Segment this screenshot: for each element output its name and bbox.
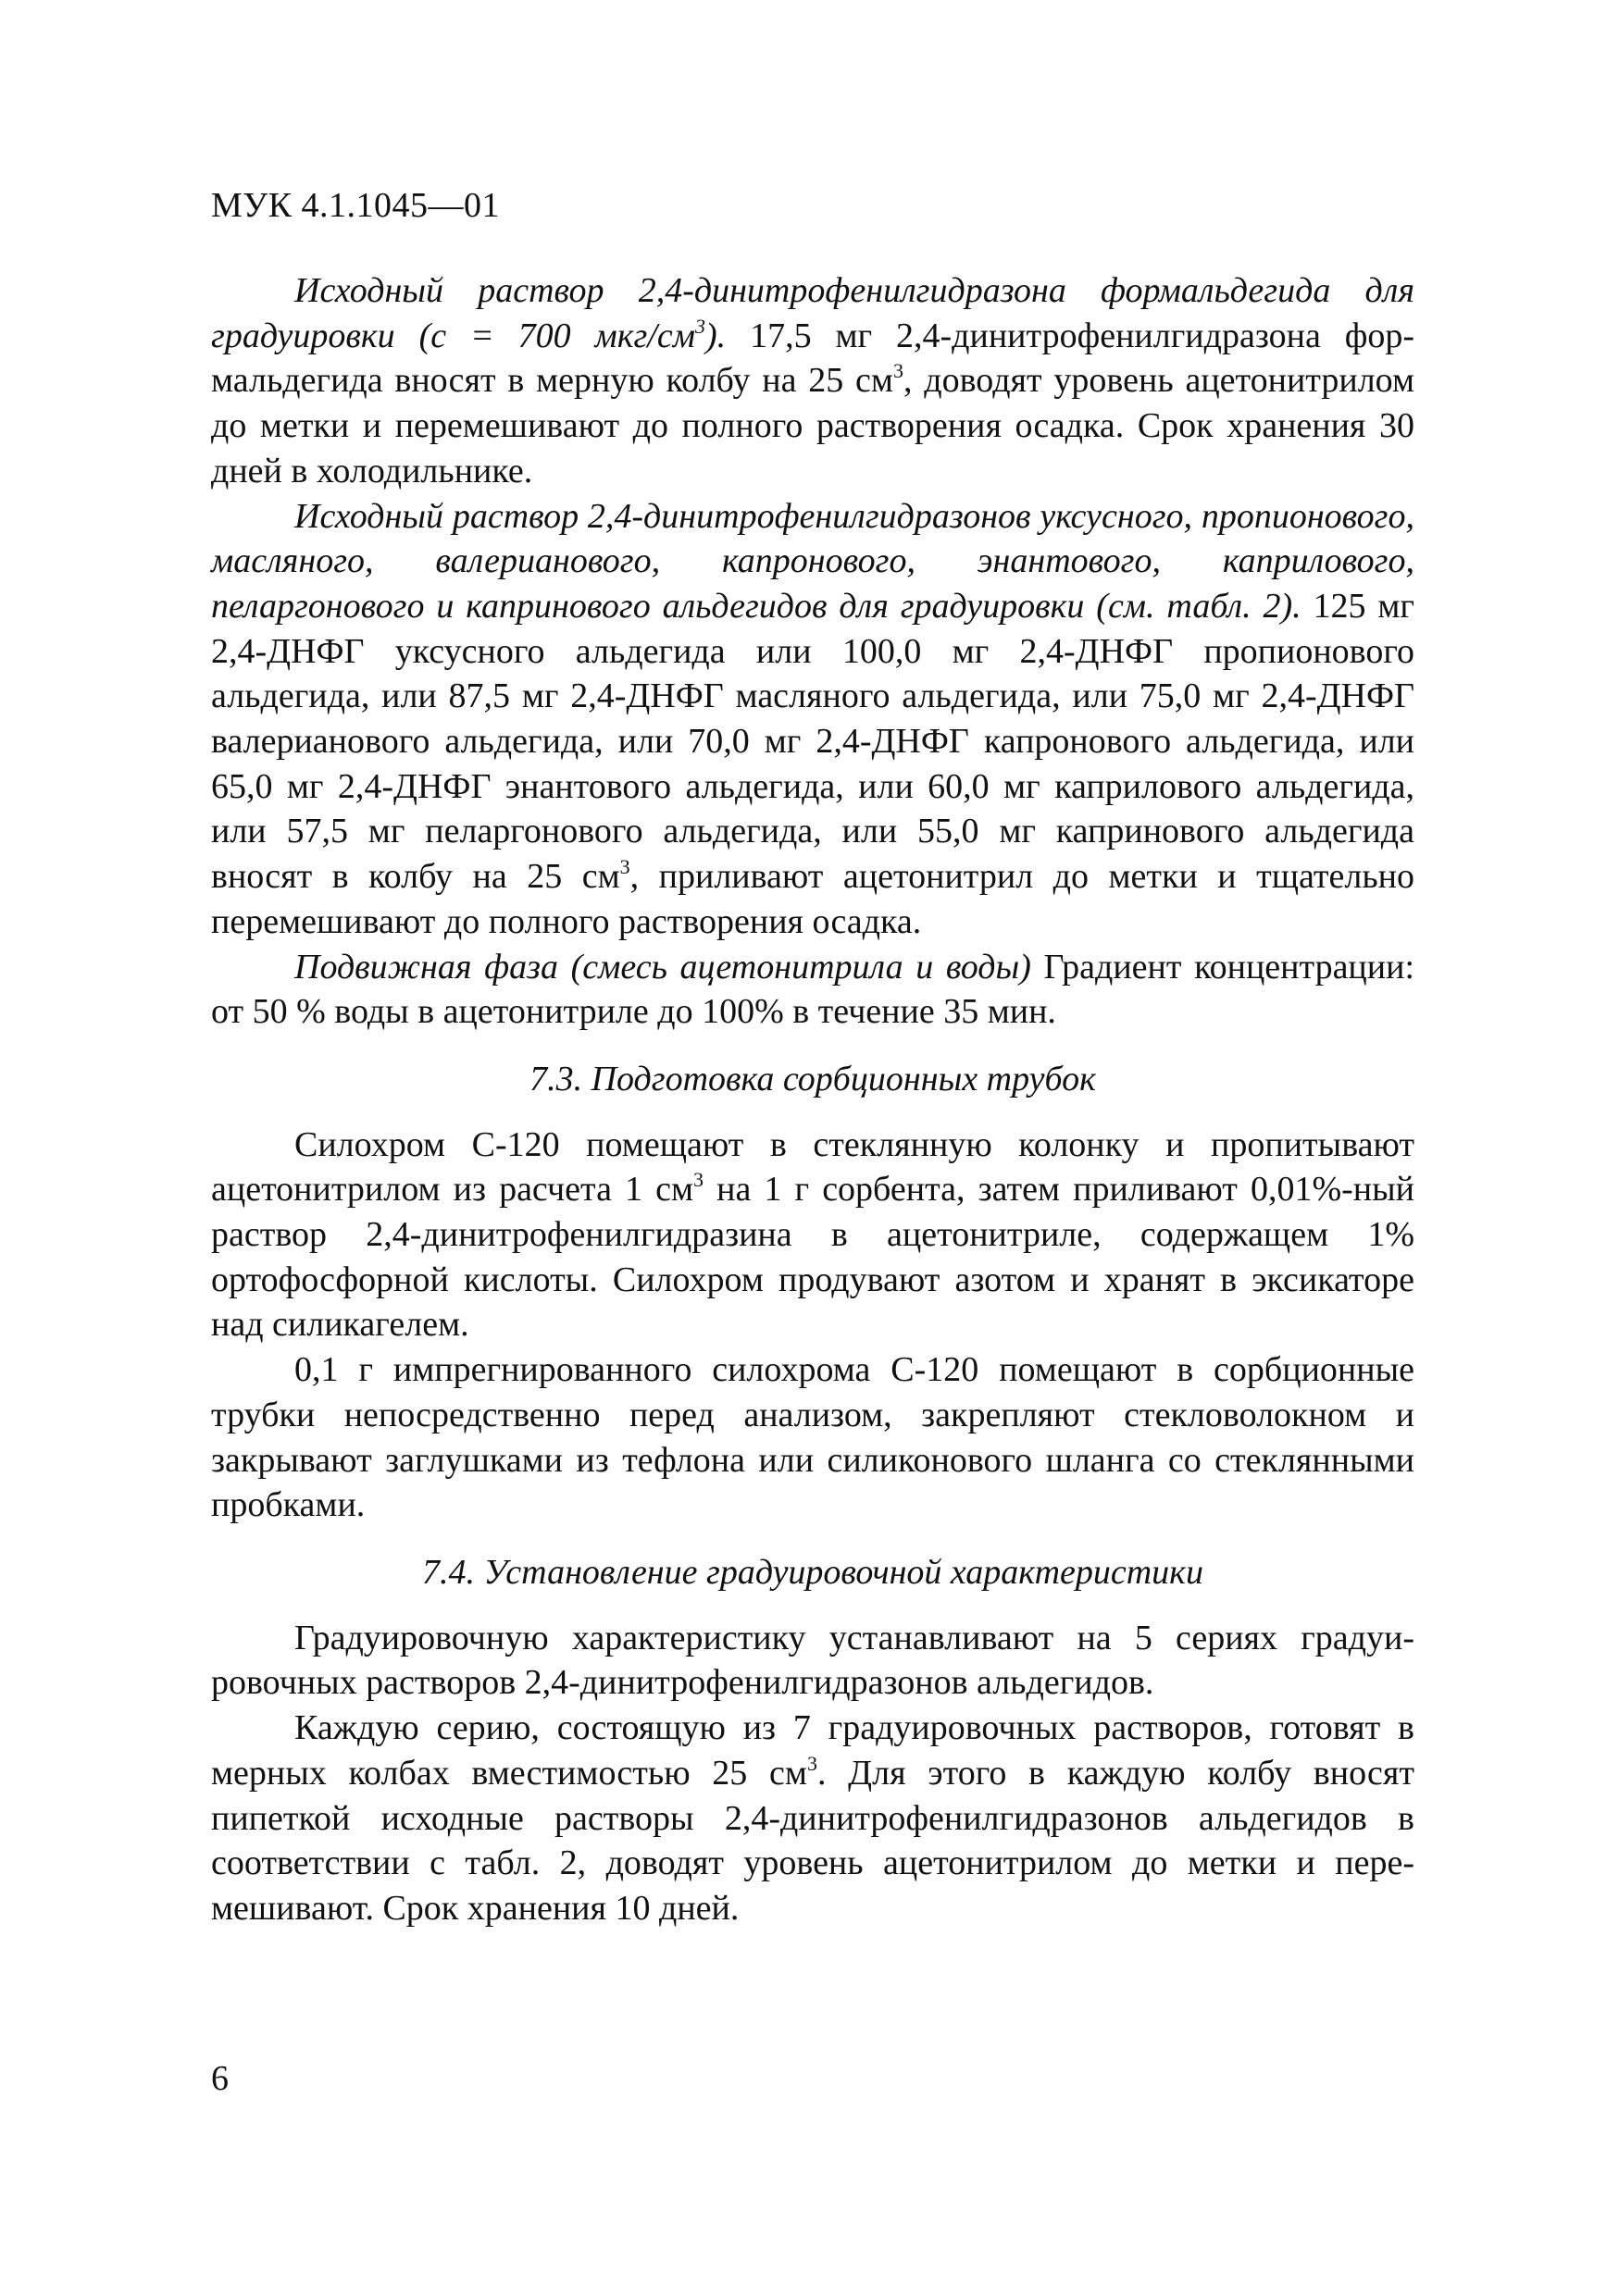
paragraph-calibration-series: Градуировочную характеристику устанавливают на 5 сериях градуировочных растворов 2,4-динитрофенилгидразонов альдегидов. bbox=[211, 1618, 1414, 1703]
paragraph-text: 125 мг 2,4-ДНФГ уксусного альдегида или 100,0 мг 2,4-ДНФГ пропионового альдегида, или 87,5 мг 2,4-ДНФГ масляного альдегида, или 75,0 мг 2,4-ДНФГ валерианового альдегида, или 70,0 мг 2,4-ДНФГ капронового альдегида, или 65,0 мг 2,4-ДНФГ энантового альдегида, или 60,0 мг каприлового альдегида, или 57,5 мг пеларгонового альдегида, или 55,0 мг капринового альдегида вносят в колбу на 25 см bbox=[211, 586, 1414, 897]
page-number: 6 bbox=[211, 2059, 229, 2098]
paragraph-mobile-phase bbox=[211, 945, 1414, 1035]
paragraph-aldehydes-stock-solution bbox=[211, 494, 1414, 945]
title-text: Исходный раствор 2,4-динитрофенилгидразона формальдегида для градуировки (с = 700 мкг/см bbox=[211, 271, 1414, 355]
paragraph-text: Градиент концентрации: от 50 % воды в ацетонитриле до 100% в течение 35 мин. bbox=[211, 947, 1414, 1032]
superscript: 3 bbox=[619, 855, 630, 879]
paragraph-sorption-tubes: 0,1 г импрегнированного силохрома С-120 помещают в сорбционные трубки непосредственно перед анализом, закрепляют стекловолокном и закрывают заглушками из тефлона или силиконового шланга со стеклянными пробками. bbox=[211, 1350, 1414, 1525]
superscript: 3 bbox=[892, 359, 903, 383]
paragraph-text: на 1 г сорбента, затем приливают 0,01%-ный раствор 2,4-динитрофенилгидразина в ацетонитриле, содержащем 1% ортофосфорной кислоты. Силохром продувают азотом и хранят в эксикаторе над силикагелем. bbox=[211, 1170, 1414, 1345]
paragraph-text: Силохром С-120 помещают в стеклянную колонку и пропитывают ацетонитрилом из расчета 1 см bbox=[211, 1124, 1414, 1210]
paragraph-text: , доводят уровень ацетонитрилом до метки и перемешивают до полного растворения осадка. Срок хранения 30 дней в холодильнике. bbox=[211, 361, 1414, 490]
superscript: 3 bbox=[806, 1751, 817, 1775]
paragraph-text: , приливают ацетонитрил до метки и тщательно перемешивают до полного растворения осадка. bbox=[211, 857, 1414, 941]
superscript: 3 bbox=[693, 1168, 704, 1192]
document-body bbox=[211, 268, 1414, 1931]
paragraph-silochrom-preparation bbox=[211, 1123, 1414, 1348]
paragraph-text: . Для этого в каждую колбу вносят пипеткой исходные растворы 2,4-динитрофенилгидразонов альдегидов в соответствии с табл. 2, доводят уровень ацетонитрилом до метки и перемешивают. Срок хранения 10 дней. bbox=[211, 1753, 1414, 1928]
paragraph-title: Подвижная фаза (смесь ацетонитрила и воды) bbox=[294, 947, 1031, 987]
paragraph-text: Каждую серию, состоящую из 7 градуировочных растворов, готовят в мерных колбах вместимостью 25 см bbox=[211, 1708, 1414, 1793]
paragraph-formaldehyde-stock-solution bbox=[211, 268, 1414, 494]
section-heading-7-4: 7.4. Установление градуировочной характеристики bbox=[422, 1552, 1203, 1592]
paragraph-text: 17,5 мг 2,4-динитрофенилгидразона формальдегида вносят в мерную колбу на 25 см bbox=[211, 316, 1414, 401]
paragraph-calibration-solutions bbox=[211, 1706, 1414, 1931]
title-end: ). bbox=[705, 316, 727, 355]
paragraph-title: Исходный раствор 2,4-динитрофенилгидразонов уксусного, пропионового, масляного, валерианового, капронового, энантового, каприлового, пеларгонового и капринового альдегидов для градуировки (см. табл. 2). bbox=[211, 496, 1414, 626]
document-code-header: МУК 4.1.1045—01 bbox=[211, 186, 501, 225]
superscript: 3 bbox=[695, 314, 705, 338]
section-heading-7-3: 7.3. Подготовка сорбционных трубок bbox=[529, 1059, 1096, 1098]
